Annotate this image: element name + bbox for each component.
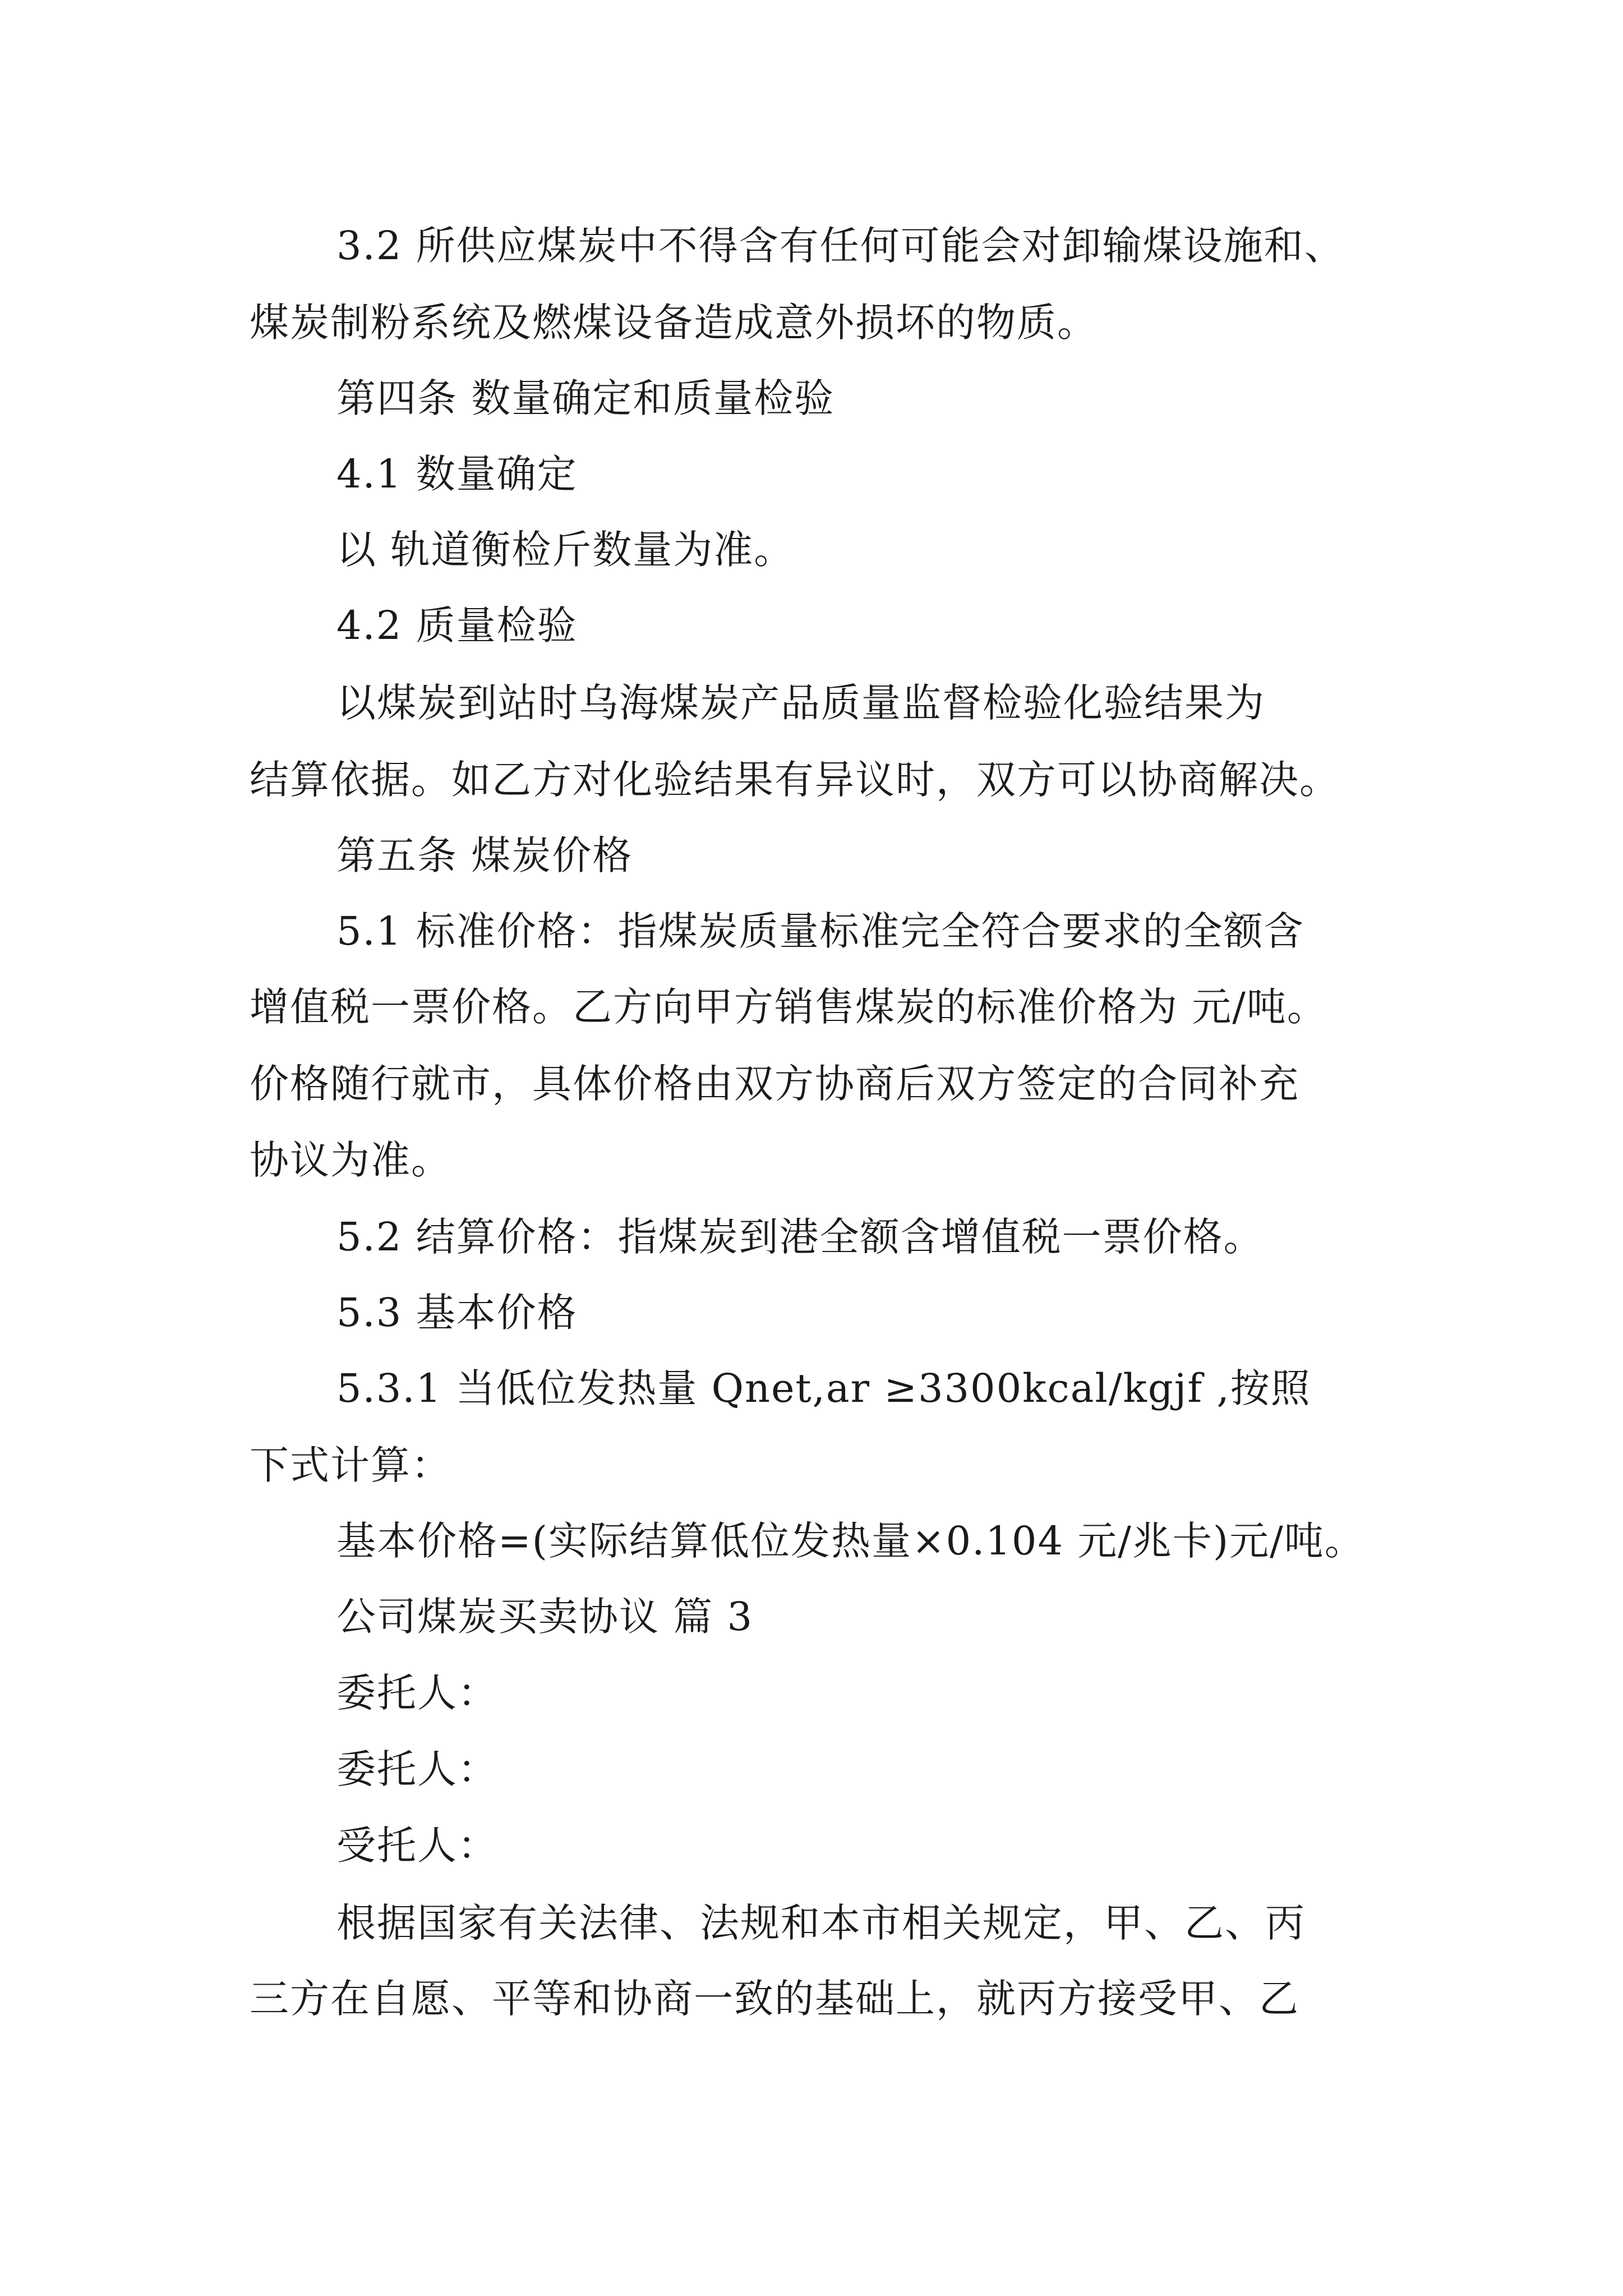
text-line: 煤炭制粉系统及燃煤设备造成意外损坏的物质。 (250, 300, 1098, 346)
section-heading: 公司煤炭买卖协议 篇 3 (336, 1594, 754, 1640)
text-line: 委托人： (336, 1670, 498, 1716)
text-line: 以 轨道衡检斤数量为准。 (336, 527, 795, 573)
subsection-heading: 4.1 数量确定 (336, 451, 578, 497)
text-line: 根据国家有关法律、法规和本市相关规定，甲、乙、丙 (336, 1900, 1306, 1946)
subsection-heading: 4.2 质量检验 (336, 602, 578, 648)
text-line: 三方在自愿、平等和协商一致的基础上，就丙方接受甲、乙 (250, 1976, 1299, 2022)
text-line: 5.3.1 当低位发热量 Qnet,ar ≥3300kcal/kgjf ,按照 (336, 1365, 1311, 1411)
text-line: 受托人： (336, 1823, 498, 1869)
text-line: 下式计算： (250, 1442, 451, 1488)
text-line: 3.2 所供应煤炭中不得含有任何可能会对卸输煤设施和、 (336, 223, 1345, 269)
text-line: 结算依据。如乙方对化验结果有异议时，双方可以协商解决。 (250, 757, 1340, 803)
text-line: 价格随行就市，具体价格由双方协商后双方签定的合同补充 (250, 1061, 1299, 1107)
text-line: 5.1 标准价格：指煤炭质量标准完全符合要求的全额含 (336, 908, 1304, 954)
text-line: 以煤炭到站时乌海煤炭产品质量监督检验化验结果为 (336, 680, 1265, 726)
text-line: 增值税一票价格。乙方向甲方销售煤炭的标准价格为 元/吨。 (250, 984, 1327, 1030)
section-heading: 第五条 煤炭价格 (336, 832, 633, 878)
formula-line: 基本价格=(实际结算低位发热量×0.104 元/兆卡)元/吨。 (336, 1518, 1365, 1564)
text-line: 委托人： (336, 1746, 498, 1792)
subsection-heading: 5.3 基本价格 (336, 1290, 578, 1336)
text-line: 5.2 结算价格：指煤炭到港全额含增值税一票价格。 (336, 1214, 1264, 1260)
section-heading: 第四条 数量确定和质量检验 (336, 375, 835, 421)
text-line: 协议为准。 (250, 1137, 451, 1183)
